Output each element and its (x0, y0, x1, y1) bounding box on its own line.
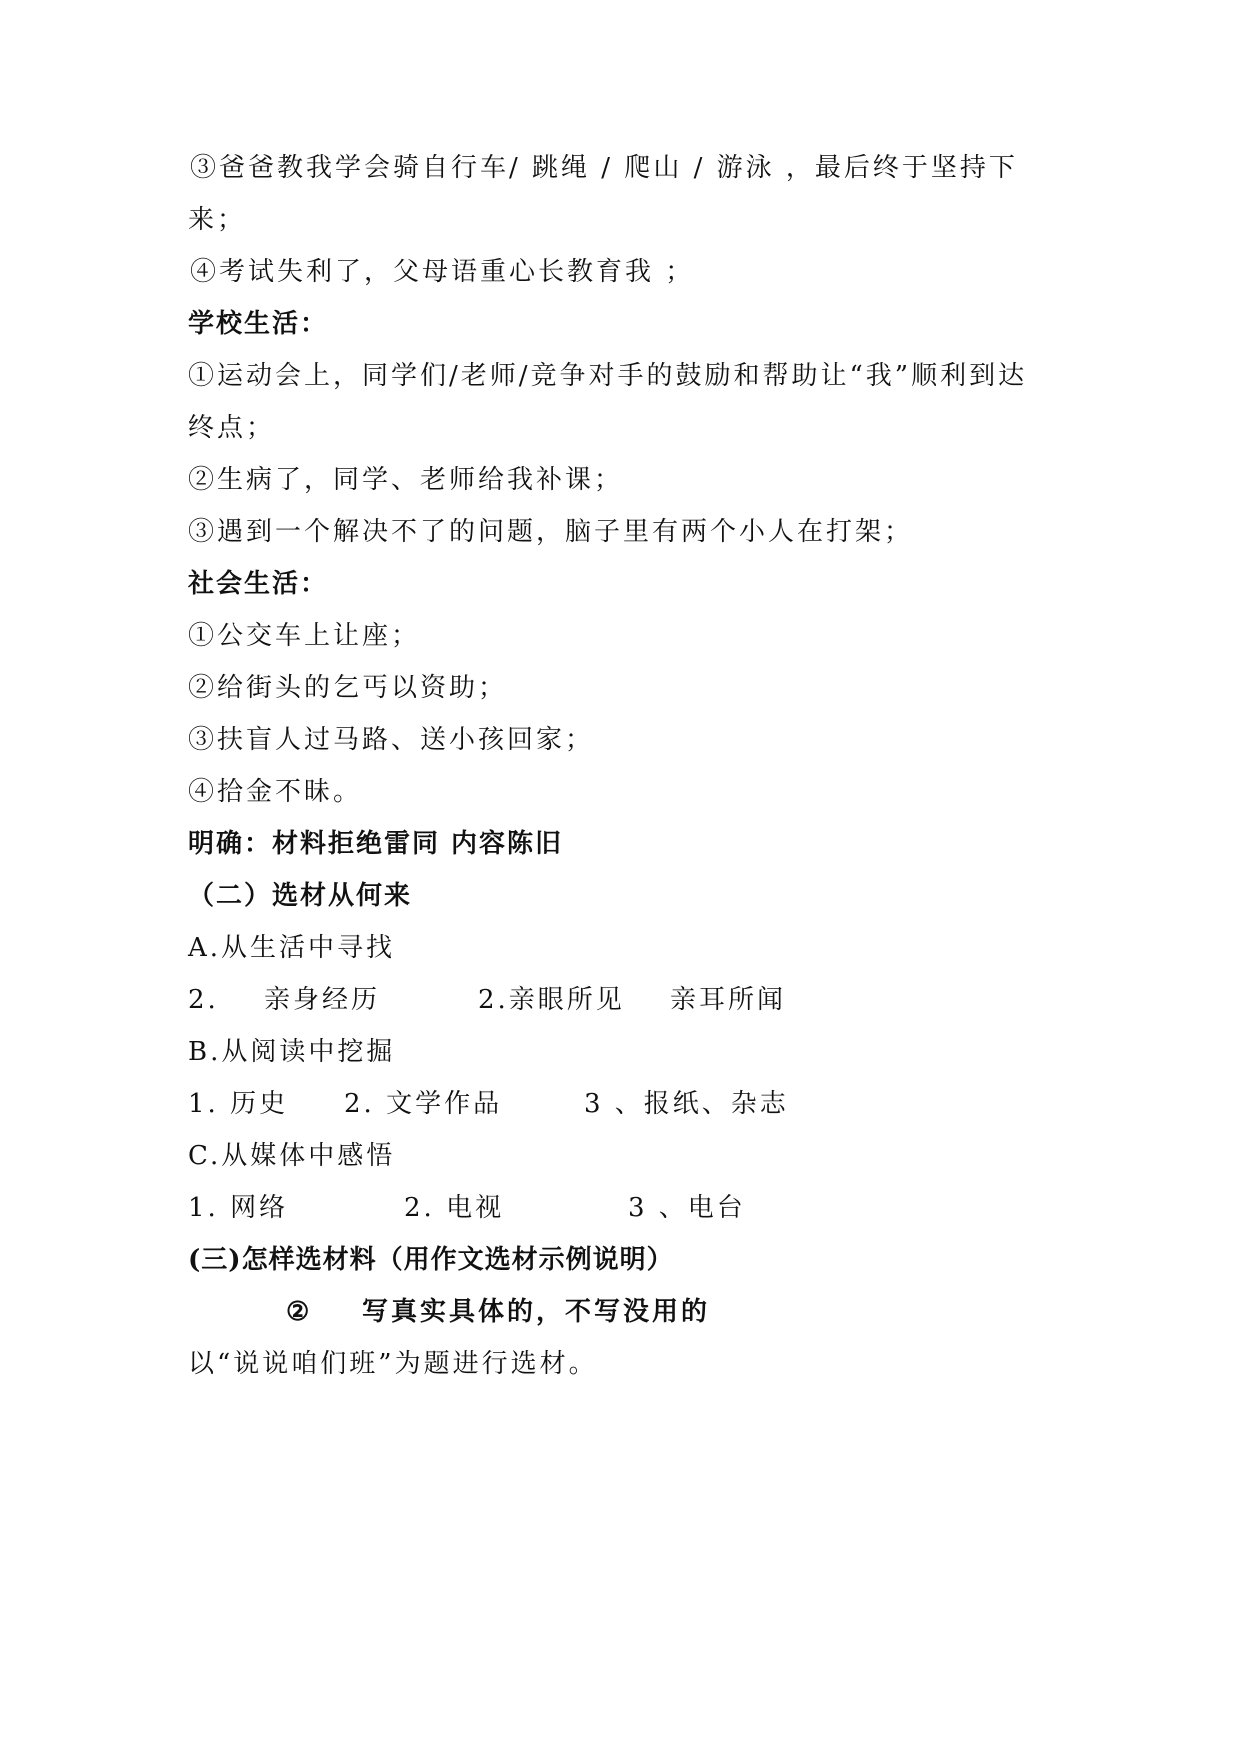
source-b-item: 3 、报纸、杂志 (584, 1089, 789, 1119)
society-item-1: ①公交车上让座； (188, 621, 421, 651)
source-b-item: 2. 文学作品 (344, 1089, 503, 1119)
school-life-heading: 学校生活： (188, 309, 329, 339)
school-item-3: ③遇到一个解决不了的问题，脑子里有两个小人在打架； (188, 517, 914, 547)
source-a-item: 亲身经历 (264, 985, 381, 1015)
section-3-heading: (三)怎样选材料（用作文选材示例说明） (188, 1245, 674, 1275)
point-text: 写真实具体的，不写没用的 (362, 1297, 711, 1327)
society-item-4: ④拾金不昧。 (188, 777, 363, 807)
source-b-label: B.从阅读中挖掘 (188, 1037, 396, 1067)
source-a-label: A.从生活中寻找 (188, 933, 396, 963)
society-item-3: ③扶盲人过马路、送小孩回家； (188, 725, 595, 755)
section-2-heading: （二）选材从何来 (188, 881, 413, 911)
family-item-4: ④考试失利了，父母语重心长教育我 ； (190, 257, 695, 287)
source-b-item: 1. 历史 (188, 1089, 289, 1119)
society-life-heading: 社会生活： (188, 569, 329, 599)
source-a-item: 亲耳所闻 (670, 985, 787, 1015)
source-c-item: 2. 电视 (404, 1193, 505, 1223)
society-item-2: ②给街头的乞丐以资助； (188, 673, 508, 703)
family-item-3-line-2: 来； (188, 205, 247, 235)
school-item-1-line-1: ①运动会上，同学们/老师/竞争对手的鼓励和帮助让“我”顺利到达 (188, 361, 1028, 391)
school-item-2: ②生病了，同学、老师给我补课； (188, 465, 624, 495)
clarify-statement: 明确：材料拒绝雷同 内容陈旧 (188, 829, 564, 859)
source-c-label: C.从媒体中感悟 (188, 1141, 396, 1171)
source-a-item: 2. (188, 985, 219, 1015)
source-a-item: 2.亲眼所见 (478, 985, 625, 1015)
point-marker: ② (286, 1297, 313, 1327)
family-item-3-line-1: ③爸爸教我学会骑自行车/ 跳绳 / 爬山 / 游泳 ，最后终于坚持下 (190, 153, 1018, 183)
source-c-item: 3 、电台 (628, 1193, 746, 1223)
school-item-1-line-2: 终点； (188, 413, 276, 443)
example-topic: 以“说说咱们班”为题进行选材。 (188, 1349, 598, 1379)
source-c-item: 1. 网络 (188, 1193, 289, 1223)
